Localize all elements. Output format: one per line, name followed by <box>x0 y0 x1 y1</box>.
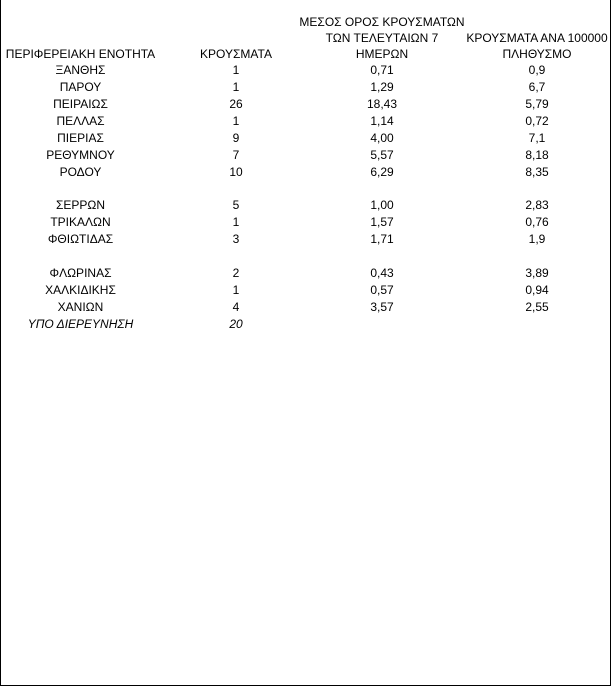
under-investigation-label: ΥΠΟ ΔΙΕΡΕΥΝΗΣΗ <box>27 317 134 331</box>
region-cell: ΣΕΡΡΩΝ <box>55 198 106 212</box>
region-cell: ΤΡΙΚΑΛΩΝ <box>50 215 111 229</box>
cases-cell: 3 <box>232 232 240 246</box>
avg-cell: 0,57 <box>370 283 394 297</box>
table-row <box>0 265 611 281</box>
cases-cell: 10 <box>229 165 243 179</box>
region-cell: ΞΑΝΘΗΣ <box>55 63 106 77</box>
per100k-cell: 0,94 <box>525 283 549 297</box>
avg-cell: 0,43 <box>370 266 394 280</box>
per100k-cell: 0,9 <box>528 63 546 77</box>
table-row <box>0 62 611 78</box>
region-cell: ΠΕΛΛΑΣ <box>56 114 105 128</box>
cases-cell: 1 <box>232 80 240 94</box>
region-cell: ΧΑΛΚΙΔΙΚΗΣ <box>45 283 116 297</box>
avg-cell: 6,29 <box>370 165 394 179</box>
avg-cell: 1,14 <box>370 114 394 128</box>
table-row <box>0 231 611 247</box>
cases-cell: 7 <box>232 148 240 162</box>
per100k-cell: 2,83 <box>525 198 549 212</box>
per100k-cell: 2,55 <box>525 300 549 314</box>
table-row <box>0 147 611 163</box>
avg-cell: 0,71 <box>370 63 394 77</box>
avg-cell: 18,43 <box>366 97 398 111</box>
cases-cell: 1 <box>232 63 240 77</box>
per100k-cell: 1,9 <box>528 232 546 246</box>
per100k-cell: 6,7 <box>528 80 546 94</box>
table-row <box>0 79 611 95</box>
per100k-cell: 3,89 <box>525 266 549 280</box>
per100k-cell: 8,18 <box>525 148 549 162</box>
cases-cell: 1 <box>232 114 240 128</box>
avg-cell: 1,00 <box>370 198 394 212</box>
region-cell: ΠΙΕΡΙΑΣ <box>57 131 104 145</box>
table-row <box>0 130 611 146</box>
avg-cell: 5,57 <box>370 148 394 162</box>
table-row <box>0 299 611 315</box>
header-cases-per-100k: ΚΡΟΥΣΜΑΤΑ ΑΝΑ 100000 ΠΛΗΘΥΣΜΟ <box>466 31 608 61</box>
header-cases: ΚΡΟΥΣΜΑΤΑ <box>200 47 272 61</box>
header-7day-average: ΜΕΣΟΣ ΟΡΟΣ ΚΡΟΥΣΜΑΤΩΝ ΤΩΝ ΤΕΛΕΥΤΑΙΩΝ 7 ΗΜΕΡΩΝ <box>299 15 465 61</box>
cases-cell: 2 <box>232 266 240 280</box>
per100k-cell: 0,76 <box>525 215 549 229</box>
table-row <box>0 113 611 129</box>
avg-cell: 1,57 <box>370 215 394 229</box>
cases-cell: 26 <box>229 97 243 111</box>
region-cell: ΦΛΩΡΙΝΑΣ <box>49 266 112 280</box>
table-row <box>0 214 611 230</box>
avg-cell: 1,29 <box>370 80 394 94</box>
cases-cell: 5 <box>232 198 240 212</box>
region-cell: ΠΑΡΟΥ <box>59 80 102 94</box>
cases-cell: 1 <box>232 215 240 229</box>
per100k-cell: 8,35 <box>525 165 549 179</box>
cases-cell: 9 <box>232 131 240 145</box>
bottom-border-line <box>0 685 611 686</box>
table-row <box>0 164 611 180</box>
table-row <box>0 282 611 298</box>
avg-cell: 3,57 <box>370 300 394 314</box>
table-row <box>0 96 611 112</box>
per100k-cell: 7,1 <box>528 131 546 145</box>
region-cell: ΦΘΙΩΤΙΔΑΣ <box>47 232 114 246</box>
avg-cell: 1,71 <box>370 232 394 246</box>
region-cell: ΡΟΔΟΥ <box>59 165 102 179</box>
avg-cell: 4,00 <box>370 131 394 145</box>
under-investigation-cases: 20 <box>229 317 243 331</box>
header-region: ΠΕΡΙΦΕΡΕΙΑΚΗ ΕΝΟΤΗΤΑ <box>5 47 156 61</box>
region-cell: ΧΑΝΙΩΝ <box>57 300 104 314</box>
cases-cell: 1 <box>232 283 240 297</box>
per100k-cell: 0,72 <box>525 114 549 128</box>
table-row <box>0 197 611 213</box>
table-row-under-investigation <box>0 316 611 332</box>
region-cell: ΠΕΙΡΑΙΩΣ <box>53 97 108 111</box>
region-cell: ΡΕΘΥΜΝΟΥ <box>46 148 115 162</box>
per100k-cell: 5,79 <box>525 97 549 111</box>
cases-cell: 4 <box>232 300 240 314</box>
